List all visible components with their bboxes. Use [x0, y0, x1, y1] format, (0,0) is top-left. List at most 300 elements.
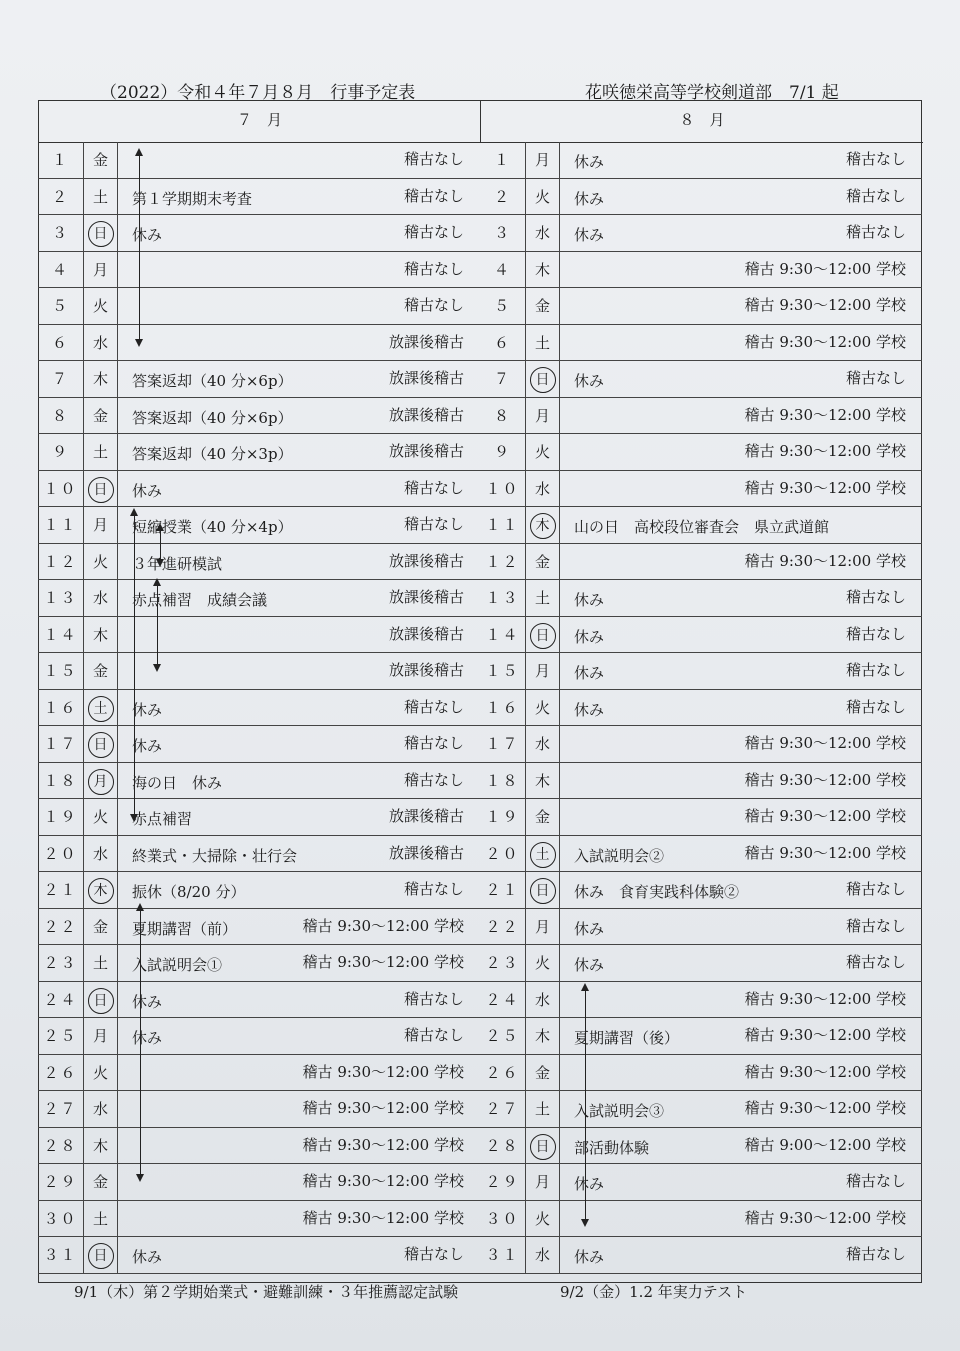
day-number: １１ [38, 507, 84, 543]
day-number: ２９ [480, 1164, 526, 1200]
weekday-label: 木 [534, 260, 550, 279]
event-cell [118, 1091, 480, 1127]
event-cell [560, 872, 922, 908]
weekday [526, 1201, 560, 1237]
practice-note: 稽古なし [403, 186, 464, 205]
weekday-label: 火 [92, 808, 108, 826]
event-cell [118, 325, 480, 361]
footer-note-right: 9/2（金）1.2 年実力テスト [560, 1283, 748, 1301]
event-text: 答案返却（40 分×6p） [132, 372, 293, 390]
day-number: １９ [480, 799, 526, 835]
weekday-label: 土 [534, 589, 550, 607]
table-row [38, 361, 480, 398]
event-cell [118, 982, 480, 1018]
weekday-label: 水 [534, 224, 550, 242]
weekday-label: 土 [534, 333, 550, 352]
weekday-label: 土 [92, 954, 108, 972]
day-number: ６ [38, 325, 84, 361]
july-header: ７ 月 [39, 101, 481, 143]
weekday [526, 799, 560, 835]
event-text: 休み [574, 664, 605, 682]
event-cell [118, 1237, 480, 1273]
practice-note: 放課後稽古 [388, 588, 464, 606]
practice-note: 稽古なし [403, 259, 464, 278]
table-row [480, 252, 922, 289]
schedule-title: （2022）令和４年７月８月 行事予定表 [100, 83, 416, 103]
weekday [84, 215, 118, 251]
weekday [84, 763, 118, 799]
event-text: 休み [132, 226, 163, 244]
practice-note: 稽古 9:30～12:00 学校 [744, 1208, 906, 1227]
weekday [84, 1055, 118, 1091]
event-cell [560, 690, 922, 726]
practice-note: 稽古なし [845, 916, 906, 935]
event-cell [118, 179, 480, 215]
event-cell [118, 544, 480, 580]
table-row [38, 434, 480, 471]
weekday [84, 653, 118, 689]
weekday-label: 日 [88, 477, 114, 503]
weekday [526, 544, 560, 580]
event-cell [560, 1128, 922, 1164]
event-cell [560, 179, 922, 215]
event-cell [118, 288, 480, 324]
practice-note: 放課後稽古 [388, 661, 464, 679]
event-text: 海の日 休み [132, 773, 223, 792]
practice-note: 稽古 9:30～12:00 学校 [302, 953, 464, 971]
weekday [84, 580, 118, 616]
practice-note: 稽古 9:30～12:00 学校 [744, 1026, 906, 1044]
day-number: ２１ [38, 872, 84, 908]
event-cell [560, 325, 922, 361]
event-cell [560, 1237, 922, 1273]
table-row [480, 179, 922, 216]
weekday-label: 金 [534, 808, 550, 826]
weekday [526, 471, 560, 507]
table-row [38, 982, 480, 1019]
day-number: ２９ [38, 1164, 84, 1200]
event-text: 休み [574, 700, 605, 719]
practice-note: 稽古 9:30～12:00 学校 [744, 734, 906, 752]
day-number: １６ [480, 690, 526, 726]
practice-note: 稽古 9:30～12:00 学校 [744, 1099, 906, 1117]
weekday-label: 金 [92, 1173, 108, 1191]
table-row [480, 982, 922, 1019]
day-number: ２１ [480, 872, 526, 908]
event-cell [118, 142, 480, 178]
table-row [480, 1055, 922, 1092]
table-row [480, 653, 922, 690]
event-cell [560, 398, 922, 434]
event-cell [560, 1201, 922, 1237]
event-cell [560, 909, 922, 945]
weekday [84, 726, 118, 762]
practice-note: 稽古なし [845, 953, 906, 971]
practice-note: 稽古なし [403, 223, 464, 241]
weekday [84, 1237, 118, 1273]
practice-note: 稽古なし [403, 150, 464, 168]
weekday-label: 月 [88, 769, 114, 795]
practice-note: 稽古なし [845, 588, 906, 606]
day-number: １６ [38, 690, 84, 726]
day-number: ２７ [38, 1091, 84, 1127]
period-arrow [157, 580, 158, 670]
weekday-label: 日 [88, 1243, 114, 1269]
weekday [84, 982, 118, 1018]
practice-note: 稽古 9:30～12:00 学校 [302, 1099, 464, 1117]
table-row [38, 617, 480, 654]
table-row [38, 252, 480, 289]
event-cell [560, 434, 922, 470]
weekday [84, 1018, 118, 1054]
weekday-label: 日 [530, 878, 556, 904]
practice-note: 稽古 9:30～12:00 学校 [744, 332, 906, 351]
event-cell [118, 398, 480, 434]
weekday [84, 1164, 118, 1200]
weekday [526, 1164, 560, 1200]
period-arrow [139, 150, 140, 345]
event-text: 第１学期期末考査 [132, 189, 253, 208]
table-row [38, 1091, 480, 1128]
table-row [38, 726, 480, 763]
table-row [38, 1237, 480, 1274]
weekday-label: 土 [88, 696, 114, 722]
table-row [38, 1164, 480, 1201]
weekday [84, 872, 118, 908]
event-cell [118, 1128, 480, 1164]
weekday-label: 金 [534, 297, 550, 315]
day-number: ４ [480, 252, 526, 288]
weekday [84, 471, 118, 507]
table-row [480, 1201, 922, 1238]
table-row [38, 945, 480, 982]
practice-note: 稽古なし [403, 880, 464, 898]
july-column [38, 142, 480, 1274]
weekday [84, 1091, 118, 1127]
event-cell [118, 1055, 480, 1091]
weekday-label: 月 [92, 516, 108, 534]
practice-note: 放課後稽古 [388, 369, 464, 387]
day-number: ５ [38, 288, 84, 324]
practice-note: 稽古 9:30～12:00 学校 [302, 916, 464, 935]
event-text: 夏期講習（後） [574, 1029, 680, 1047]
weekday-label: 日 [530, 367, 556, 393]
day-number: ７ [480, 361, 526, 397]
day-number: １８ [38, 763, 84, 799]
day-number: ３１ [480, 1237, 526, 1273]
practice-note: 稽古なし [403, 1026, 464, 1044]
table-row [38, 1018, 480, 1055]
day-number: ６ [480, 325, 526, 361]
day-number: １４ [38, 617, 84, 653]
practice-note: 稽古 9:30～12:00 学校 [744, 405, 906, 424]
weekday-label: 月 [534, 1173, 550, 1191]
period-arrow [160, 525, 161, 565]
day-number: １９ [38, 799, 84, 835]
event-text: 休み [574, 153, 605, 171]
weekday-label: 土 [530, 842, 556, 868]
practice-note: 稽古 9:30～12:00 学校 [744, 478, 906, 497]
practice-note: 稽古なし [845, 880, 906, 898]
event-cell [118, 580, 480, 616]
weekday [84, 1128, 118, 1164]
table-row [38, 1128, 480, 1165]
event-text: 入試説明会② [574, 846, 665, 865]
practice-note: 稽古なし [403, 296, 464, 314]
weekday-label: 金 [92, 151, 108, 169]
event-text: 終業式・大掃除・壮行会 [132, 846, 298, 865]
day-number: ２２ [38, 909, 84, 945]
event-text: 休み [574, 1248, 605, 1266]
practice-note: 放課後稽古 [388, 551, 464, 570]
table-row [38, 288, 480, 325]
table-row [480, 507, 922, 544]
weekday [526, 1237, 560, 1273]
weekday-label: 月 [534, 917, 550, 936]
weekday [84, 799, 118, 835]
weekday-label: 火 [534, 954, 550, 972]
weekday-label: 月 [92, 1027, 108, 1045]
event-text: 休み [574, 1175, 605, 1193]
weekday-label: 日 [530, 623, 556, 649]
weekday [84, 288, 118, 324]
event-cell [118, 653, 480, 689]
day-number: ２０ [480, 836, 526, 872]
day-number: １７ [480, 726, 526, 762]
event-cell [118, 909, 480, 945]
weekday-label: 月 [534, 151, 550, 169]
table-row [38, 142, 480, 179]
table-row [38, 507, 480, 544]
event-cell [118, 507, 480, 543]
day-number: １０ [38, 471, 84, 507]
weekday [526, 142, 560, 178]
weekday [526, 580, 560, 616]
event-cell [118, 726, 480, 762]
day-number: ２３ [480, 945, 526, 981]
event-text: 答案返却（40 分×6p） [132, 408, 293, 427]
day-number: ３ [480, 215, 526, 251]
practice-note: 稽古 9:30～12:00 学校 [302, 1208, 464, 1227]
practice-note: 稽古 9:00～12:00 学校 [744, 1135, 906, 1154]
event-text: 山の日 高校段位審査会 県立武道館 [574, 518, 830, 536]
day-number: ９ [38, 434, 84, 470]
weekday-label: 日 [88, 988, 114, 1014]
weekday [526, 1055, 560, 1091]
practice-note: 稽古 9:30～12:00 学校 [302, 1135, 464, 1154]
event-text: 入試説明会③ [574, 1102, 665, 1120]
table-row [38, 690, 480, 727]
practice-note: 稽古なし [403, 515, 464, 533]
event-text: 休み [132, 700, 163, 719]
event-cell [560, 1018, 922, 1054]
practice-note: 稽古 9:30～12:00 学校 [744, 296, 906, 314]
day-number: ２６ [480, 1055, 526, 1091]
event-cell [118, 763, 480, 799]
day-number: ２８ [480, 1128, 526, 1164]
table-row [480, 325, 922, 362]
event-cell [560, 1164, 922, 1200]
table-row [38, 763, 480, 800]
day-number: ２７ [480, 1091, 526, 1127]
weekday-label: 金 [92, 662, 108, 680]
day-number: ２５ [480, 1018, 526, 1054]
practice-note: 稽古 9:30～12:00 学校 [302, 1172, 464, 1190]
weekday-label: 火 [534, 187, 550, 206]
weekday-label: 土 [534, 1100, 550, 1118]
table-row [480, 288, 922, 325]
event-text: 休み [574, 372, 605, 390]
day-number: ３０ [480, 1201, 526, 1237]
weekday [526, 982, 560, 1018]
event-text: 休み [132, 737, 163, 755]
weekday [526, 653, 560, 689]
weekday-label: 月 [534, 406, 550, 425]
weekday-label: 土 [92, 1209, 108, 1228]
practice-note: 稽古 9:30～12:00 学校 [744, 259, 906, 278]
practice-note: 稽古なし [403, 697, 464, 716]
event-text: 赤点補習 成績会議 [132, 591, 268, 609]
event-cell [118, 1201, 480, 1237]
practice-note: 稽古なし [845, 186, 906, 205]
event-cell [560, 580, 922, 616]
weekday-label: 火 [92, 552, 108, 571]
table-row [480, 799, 922, 836]
event-cell [560, 726, 922, 762]
event-cell [560, 763, 922, 799]
event-cell [560, 799, 922, 835]
event-text: 休み [132, 992, 163, 1011]
weekday [526, 361, 560, 397]
practice-note: 稽古 9:30～12:00 学校 [302, 1062, 464, 1081]
table-row [38, 325, 480, 362]
day-number: ２８ [38, 1128, 84, 1164]
weekday [526, 325, 560, 361]
table-row [480, 909, 922, 946]
weekday [526, 288, 560, 324]
weekday-label: 金 [92, 406, 108, 425]
event-cell [560, 471, 922, 507]
day-number: １ [480, 142, 526, 178]
day-number: １３ [38, 580, 84, 616]
table-row [480, 142, 922, 179]
event-text: 部活動体験 [574, 1138, 650, 1157]
weekday [526, 434, 560, 470]
weekday-label: 水 [92, 333, 108, 352]
weekday [84, 179, 118, 215]
event-cell [560, 1091, 922, 1127]
event-cell [560, 288, 922, 324]
weekday [526, 507, 560, 543]
weekday [84, 690, 118, 726]
table-row [38, 215, 480, 252]
day-number: ８ [38, 398, 84, 434]
day-number: １１ [480, 507, 526, 543]
weekday-label: 金 [534, 552, 550, 571]
table-row [480, 1164, 922, 1201]
weekday-label: 木 [530, 513, 556, 539]
weekday [84, 945, 118, 981]
event-text: 入試説明会① [132, 956, 223, 974]
table-row [38, 872, 480, 909]
weekday [526, 398, 560, 434]
practice-note: 稽古なし [403, 770, 464, 789]
period-arrow [140, 905, 141, 1180]
event-cell [560, 507, 922, 543]
practice-note: 稽古なし [403, 989, 464, 1008]
practice-note: 稽古なし [403, 478, 464, 497]
weekday [84, 398, 118, 434]
event-text: 休み [574, 956, 605, 974]
weekday [526, 726, 560, 762]
table-row [38, 1201, 480, 1238]
table-row [480, 580, 922, 617]
weekday-label: 火 [92, 297, 108, 315]
day-number: １２ [480, 544, 526, 580]
event-cell [560, 653, 922, 689]
weekday [84, 909, 118, 945]
practice-note: 放課後稽古 [388, 442, 464, 460]
day-number: １５ [480, 653, 526, 689]
practice-note: 放課後稽古 [388, 624, 464, 643]
event-text: 夏期講習（前） [132, 919, 238, 938]
event-cell [118, 617, 480, 653]
event-text: 休み [574, 189, 605, 208]
weekday [526, 763, 560, 799]
weekday [84, 434, 118, 470]
day-number: ２４ [480, 982, 526, 1018]
table-row [480, 471, 922, 508]
weekday [84, 325, 118, 361]
table-row [480, 945, 922, 982]
weekday [84, 1201, 118, 1237]
day-number: ９ [480, 434, 526, 470]
weekday-label: 水 [534, 735, 550, 753]
event-cell [560, 945, 922, 981]
day-number: ２ [38, 179, 84, 215]
period-arrow [585, 985, 586, 1225]
event-cell [118, 215, 480, 251]
weekday [84, 836, 118, 872]
day-number: ２ [480, 179, 526, 215]
table-row [480, 544, 922, 581]
day-number: １ [38, 142, 84, 178]
practice-note: 稽古なし [845, 369, 906, 387]
day-number: ７ [38, 361, 84, 397]
day-number: ８ [480, 398, 526, 434]
weekday-label: 火 [534, 698, 550, 717]
weekday-label: 水 [534, 990, 550, 1009]
weekday-label: 木 [92, 625, 108, 644]
day-number: １２ [38, 544, 84, 580]
weekday-label: 日 [88, 221, 114, 247]
event-text: 答案返却（40 分×3p） [132, 445, 293, 463]
table-row [480, 617, 922, 654]
day-number: ３１ [38, 1237, 84, 1273]
weekday [526, 617, 560, 653]
weekday [526, 1018, 560, 1054]
event-cell [118, 361, 480, 397]
weekday-label: 日 [530, 1134, 556, 1160]
practice-note: 稽古なし [845, 150, 906, 168]
event-text: 振休（8/20 分） [132, 883, 246, 901]
event-text: 休み [132, 481, 163, 500]
practice-note: 稽古 9:30～12:00 学校 [744, 1062, 906, 1081]
practice-note: 稽古 9:30～12:00 学校 [744, 989, 906, 1008]
practice-note: 放課後稽古 [388, 405, 464, 424]
practice-note: 放課後稽古 [388, 843, 464, 862]
day-number: １７ [38, 726, 84, 762]
